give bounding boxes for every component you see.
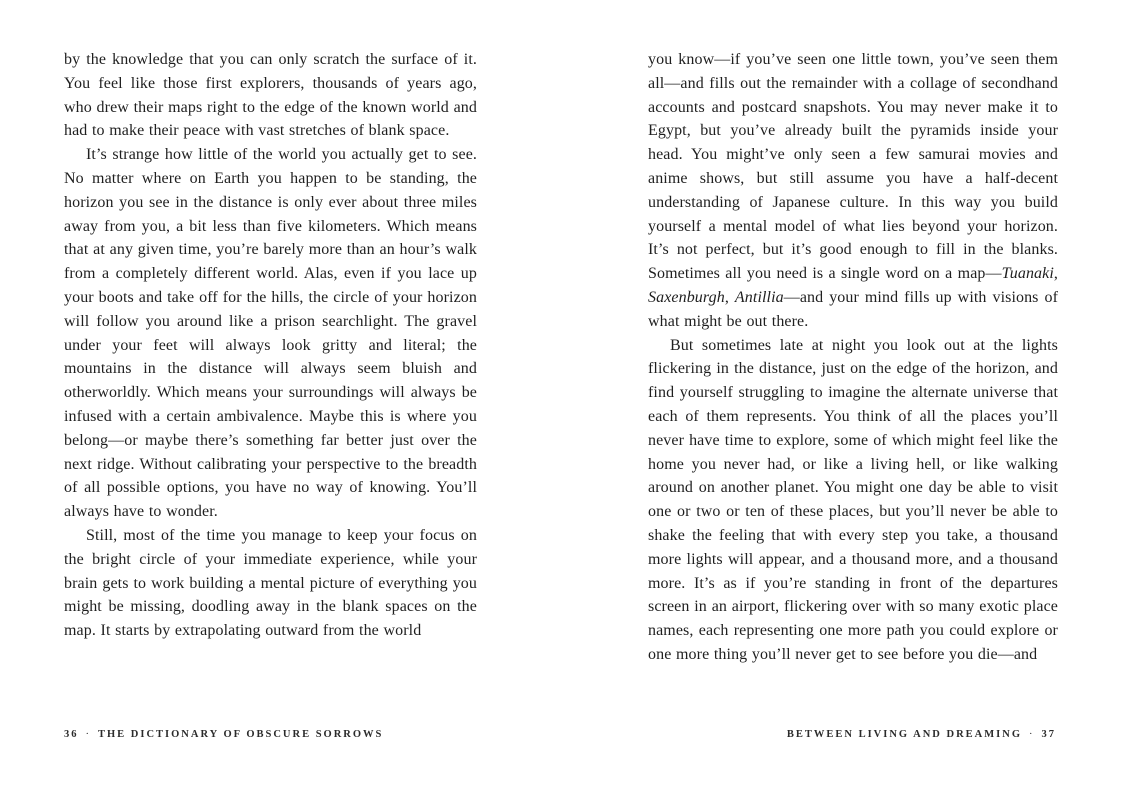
italic-place-name: Antillia — [734, 288, 784, 306]
italic-place-name: Tuanaki — [1001, 265, 1054, 283]
footer-separator-dot: · — [1029, 729, 1035, 740]
paragraph: It’s strange how little of the world you actually get to see. No matter where on Earth you happen to be standing, the horizon you see in the distance is only ever about three miles away from you, a bit less than five kilometers. Which means that at any given time, you’re barely more than an hour’s walk from a completely different world. Alas, even if you lace up your boots and take off for the hills, the circle of your horizon will follow you around like a prison searchlight. The gravel under your feet will always look gritty and literal; the mountains in the distance will always seem bluish and otherworldly. Which means your surroundings will always be infused with a certain ambivalence. Maybe this is where you belong—or maybe there’s something far better just over the next ridge. Without calibrating your perspective to the breadth of all possible options, you have no way of knowing. You’ll always have to wonder. — [64, 146, 477, 521]
paragraph: by the knowledge that you can only scratch the surface of it. You feel like those first explorers, thousands of years ago, who drew their maps right to the edge of the known world and had to make their peace with vast stretches of blank space. — [64, 51, 477, 140]
page-right-text — [648, 48, 1058, 667]
chapter-title: BETWEEN LIVING AND DREAMING — [786, 729, 1022, 740]
page-right — [571, 0, 1142, 799]
paragraph: But sometimes late at night you look out at the lights flickering in the distance, just on the edge of the horizon, and find yourself struggling to imagine the alternate universe that each of them represents. You think of all the places you’ll never have time to explore, some of which might feel like the home you never had, or like a living hell, or like walking around on another planet. You might one day be able to visit one or two or ten of these places, but you’ll never be able to shake the feeling that with every step you take, a thousand more lights will appear, and a thousand more, and a thousand more. It’s as if you’re standing in front of the departures screen in an airport, flickering over with so many exotic place names, each representing one more path you could explore or one more thing you’ll never get to see before you die—and — [648, 336, 1058, 663]
page-number-right: 37 — [1041, 729, 1056, 740]
footer-separator-dot: · — [85, 729, 91, 740]
page-number-left: 36 — [64, 729, 79, 740]
page-right-footer — [787, 729, 1056, 740]
paragraph: Still, most of the time you manage to keep your focus on the bright circle of your immediate experience, while your brain gets to work building a mental picture of everything you might be missing, doodling away in the blank spaces on the map. It starts by extrapolating outward from the world — [64, 526, 477, 640]
paragraph: you know—if you’ve seen one little town, you’ve seen them all—and fills out the remainder with a collage of secondhand accounts and postcard snapshots. You may never make it to Egypt, but you’ve already built the pyramids inside your head. You might’ve only seen a few samurai movies and anime shows, but still assume you have a half-decent understanding of Japanese culture. In this way you build yourself a mental model of what lies beyond your horizon. It’s not perfect, but it’s good enough to fill in the blanks. Sometimes all you need is a single word on a map—Tuanaki, Saxenburgh, Antillia—and your mind fills up with visions of what might be out there. — [648, 51, 1059, 330]
page-left-text — [64, 48, 477, 643]
book-title: THE DICTIONARY OF OBSCURE SORROWS — [98, 729, 384, 740]
italic-place-name: Saxenburgh — [648, 288, 725, 306]
page-left-footer — [64, 729, 383, 740]
